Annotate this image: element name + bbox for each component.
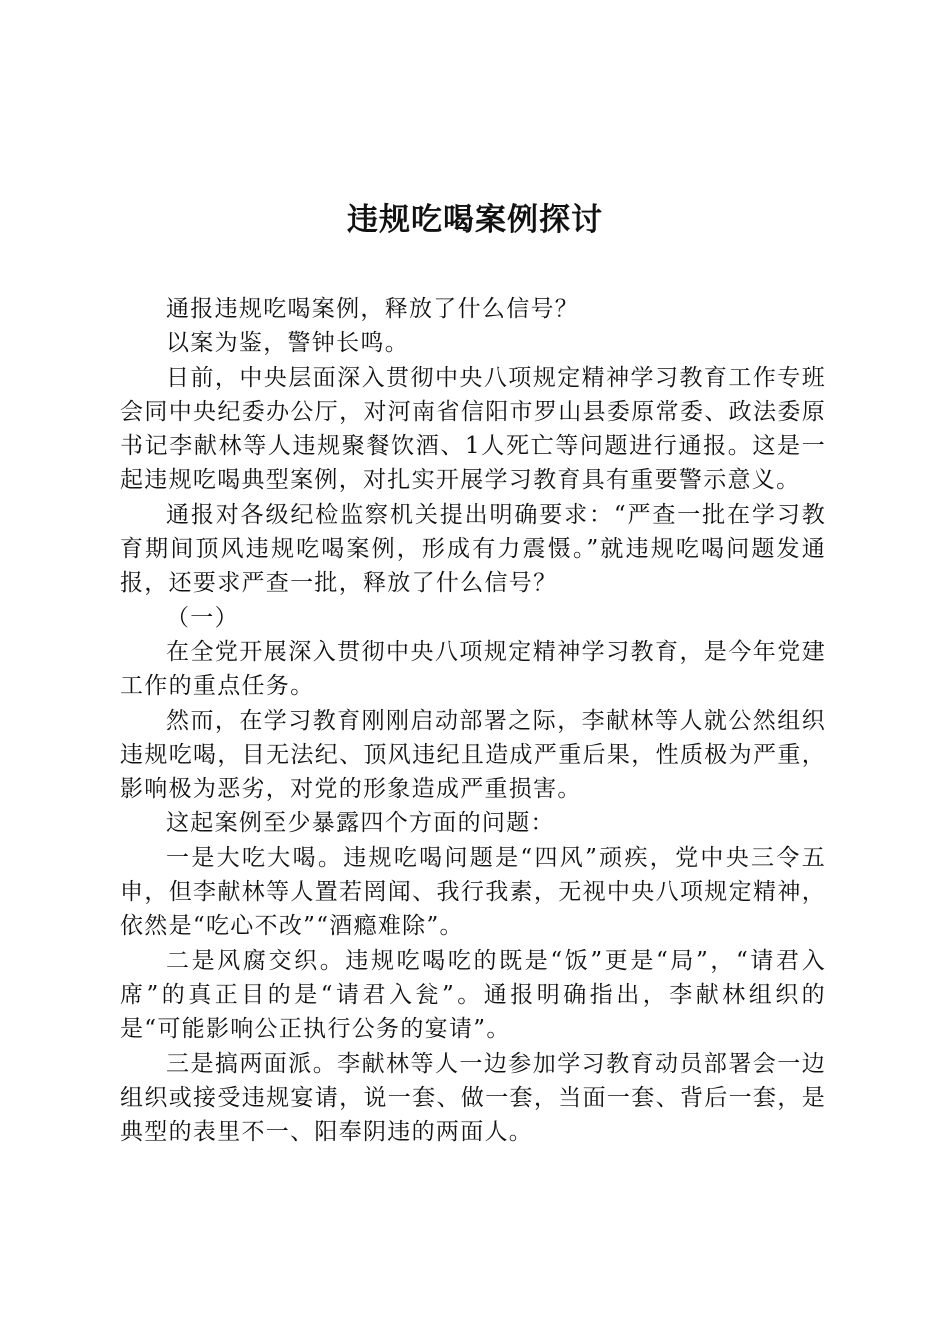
paragraph: 三是搞两面派。李献林等人一边参加学习教育动员部署会一边组织或接受违规宴请，说一套、做一套，当面一套、背后一套，是典型的表里不一、阳奉阴违的两面人。	[120, 1050, 826, 1146]
paragraph: 日前，中央层面深入贯彻中央八项规定精神学习教育工作专班会同中央纪委办公厅，对河南省信阳市罗山县委原常委、政法委原书记李献林等人违规聚餐饮酒、1人死亡等问题进行通报。这是一起违规吃喝典型案例，对扎实开展学习教育具有重要警示意义。	[120, 364, 826, 494]
paragraph: 以案为鉴，警钟长鸣。	[166, 330, 409, 357]
document-body	[120, 292, 826, 1149]
paragraph: 在全党开展深入贯彻中央八项规定精神学习教育，是今年党建工作的重点任务。	[120, 638, 826, 700]
document-title: 违规吃喝案例探讨	[347, 202, 603, 238]
paragraph: 通报违规吃喝案例，释放了什么信号？	[166, 296, 580, 322]
paragraph: 一是大吃大喝。违规吃喝问题是“四风”顽疾，党中央三令五申，但李献林等人置若罔闻、我行我素，无视中央八项规定精神，依然是“吃心不改”“酒瘾难除”。	[120, 844, 826, 940]
paragraph: 然而，在学习教育刚刚启动部署之际，李献林等人就公然组织违规吃喝，目无法纪、顶风违纪且造成严重后果，性质极为严重，影响极为恶劣，对党的形象造成严重损害。	[120, 707, 826, 803]
paragraph: 这起案例至少暴露四个方面的问题：	[166, 810, 555, 837]
paragraph: 二是风腐交织。违规吃喝吃的既是“饭”更是“局”，“请君入席”的真正目的是“请君入瓮”。通报明确指出，李献林组织的是“可能影响公正执行公务的宴请”。	[120, 947, 826, 1043]
paragraph: 通报对各级纪检监察机关提出明确要求：“严查一批在学习教育期间顶风违规吃喝案例，形成有力震慑。”就违规吃喝问题发通报，还要求严查一批，释放了什么信号？	[120, 501, 826, 597]
section-heading: （一）	[166, 604, 239, 631]
